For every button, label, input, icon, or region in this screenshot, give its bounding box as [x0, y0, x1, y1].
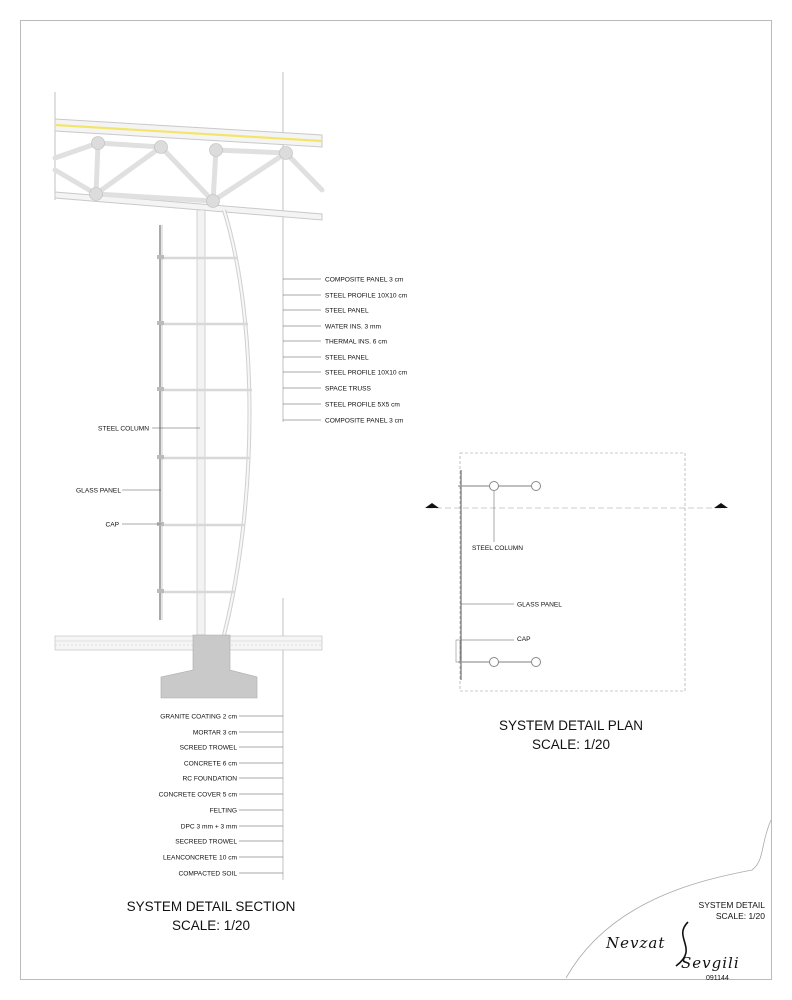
floor-layer-label: SCREED TROWEL	[179, 744, 237, 752]
floor-layer-label: CONCRETE 6 cm	[183, 760, 237, 768]
section-drawing	[55, 72, 408, 933]
floor-layer-label: GRANITE COATING 2 cm	[160, 713, 237, 721]
cap-label: CAP	[105, 521, 119, 529]
roof-layer-label: COMPOSITE PANEL 3 cm	[325, 417, 404, 425]
roof-layer-label: WATER INS. 3 mm	[325, 323, 382, 331]
student-number: 091144	[706, 975, 729, 982]
steel-column	[197, 210, 250, 635]
floor-slab	[55, 636, 322, 650]
plan-title: SYSTEM DETAIL PLAN	[498, 718, 644, 733]
plan-cap-label: CAP	[517, 636, 531, 643]
cut-marker-left	[425, 503, 439, 508]
section-title: SYSTEM DETAIL SECTION	[126, 899, 296, 914]
floor-layer-label: RC FOUNDATION	[182, 775, 237, 783]
roof-layer-label: STEEL PROFILE 5X5 cm	[325, 401, 400, 409]
glass-panel-label: GLASS PANEL	[76, 487, 121, 495]
signature-last: Sevgili	[681, 954, 740, 972]
plan-columns-top	[458, 482, 541, 491]
floor-layer-label: SECREED TROWEL	[175, 838, 237, 846]
roof-layer-label: SPACE TRUSS	[325, 385, 371, 393]
floor-layer-label: DPC 3 mm + 3 mm	[180, 823, 237, 831]
roof-layer-label: STEEL PROFILE 10X10 cm	[325, 369, 408, 377]
plan-drawing	[425, 453, 728, 752]
roof-layer-label: THERMAL INS. 6 cm	[325, 338, 388, 346]
roof-layer-label: STEEL PANEL	[325, 307, 369, 315]
roof-layer-label: STEEL PANEL	[325, 354, 369, 362]
plan-steel-column-label: STEEL COLUMN	[472, 545, 524, 552]
floor-layer-label: MORTAR 3 cm	[192, 729, 237, 737]
plan-leaders	[461, 491, 514, 640]
plan-glass-panel-label: GLASS PANEL	[517, 601, 562, 609]
glass-panel	[160, 225, 162, 620]
floor-layer-label: FELTING	[209, 807, 237, 815]
signature-first: Nevzat	[606, 934, 666, 952]
floor-leaders	[239, 716, 283, 873]
steel-column-label: STEEL COLUMN	[97, 425, 149, 433]
space-truss	[55, 137, 322, 208]
roof-layer-labels	[325, 277, 408, 425]
section-scale: SCALE: 1/20	[171, 918, 251, 933]
title-block-scale: SCALE: 1/20	[715, 911, 765, 921]
title-block-title: SYSTEM DETAIL	[698, 900, 765, 910]
title-block	[605, 900, 765, 982]
floor-layer-labels	[159, 714, 238, 878]
roof-layer-label: STEEL PROFILE 10X10 cm	[325, 292, 408, 300]
column-leaders	[122, 428, 200, 524]
roof-layer-label: COMPOSITE PANEL 3 cm	[325, 276, 404, 284]
floor-layer-label: CONCRETE COVER 5 cm	[158, 791, 237, 799]
roof-leaders	[283, 279, 321, 420]
plan-scale: SCALE: 1/20	[531, 737, 611, 752]
floor-layer-label: COMPACTED SOIL	[178, 870, 237, 878]
cut-marker-right	[714, 503, 728, 508]
floor-layer-label: LEANCONCRETE 10 cm	[162, 854, 237, 862]
column-ties	[160, 258, 252, 592]
title-block-curve	[566, 820, 771, 978]
plan-columns-bottom	[456, 640, 541, 667]
column-labels	[76, 426, 149, 529]
